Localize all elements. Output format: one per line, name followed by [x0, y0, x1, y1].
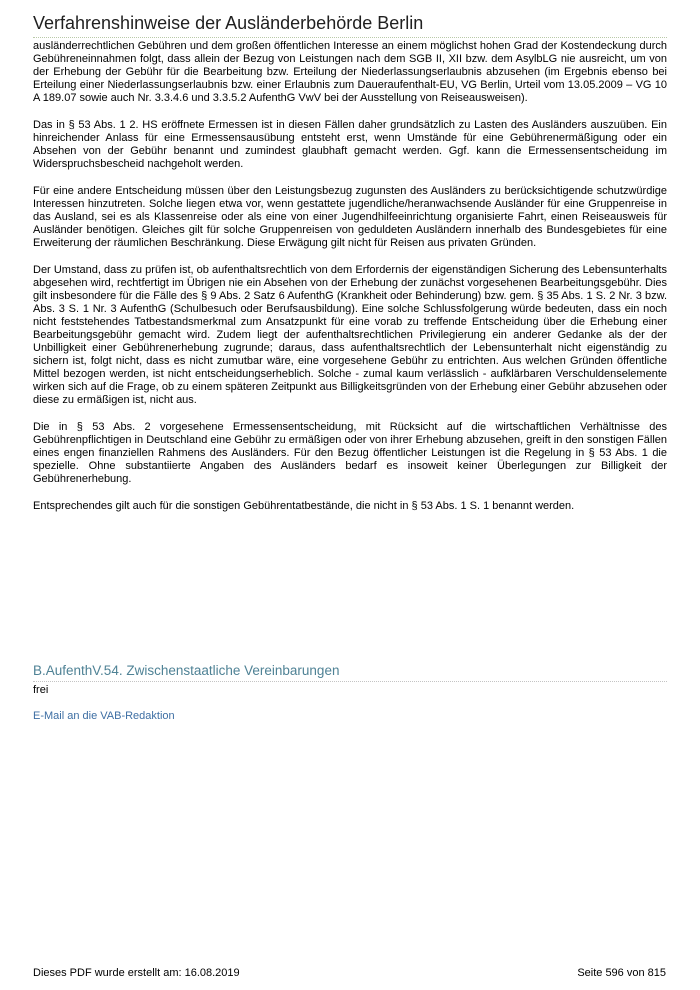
section-divider — [33, 681, 667, 682]
paragraph: Das in § 53 Abs. 1 2. HS eröffnete Ermessen ist in diesen Fällen daher grundsätzlich zu Lasten des Ausländers auszuüben. Ein hinreichender Anlass für eine Ermessensausübung entsteht erst, wenn Umstände für eine Gebührenermäßigung oder ein Absehen von der Gebühr benannt und zumindest glaubhaft gemacht werden. Ggf. kann die Ermessensentscheidung im Widerspruchsbescheid nachgeholt werden. — [33, 119, 667, 170]
email-editorial-link[interactable]: E-Mail an die VAB-Redaktion — [33, 710, 175, 722]
footer-created-date: Dieses PDF wurde erstellt am: 16.08.2019 — [33, 967, 240, 979]
section-heading: B.AufenthV.54. Zwischenstaatliche Vereinbarungen — [33, 663, 340, 678]
footer-page-number: Seite 596 von 815 — [577, 967, 666, 979]
page-title: Verfahrenshinweise der Ausländerbehörde Berlin — [33, 13, 424, 33]
title-divider — [33, 37, 667, 38]
paragraph: Für eine andere Entscheidung müssen über den Leistungsbezug zugunsten des Ausländers zu berücksichtigende schutzwürdige Interessen hinzutreten. Solche liegen etwa vor, wenn gestattete jugendliche/heranwachsende Ausländer für eine Gruppenreise in das Ausland, sei es als Klassenreise oder als eine von einer Jugendhilfeeinrichtung organisierte Fahrt, einen Reiseausweis für Ausländer benötigen. Gleiches gilt für solche Gruppenreisen von geduldeten Ausländern innerhalb des Bundesgebietes für eine Erweiterung der räumlichen Beschränkung. Diese Erwägung gilt nicht für Reisen aus privaten Gründen. — [33, 185, 667, 249]
paragraph: Der Umstand, dass zu prüfen ist, ob aufenthaltsrechtlich von dem Erfordernis der eigenständigen Sicherung des Lebensunterhalts abgesehen wird, rechtfertigt im Übrigen nie ein Absehen von der Erhebung der zunächst vorgesehenen Bearbeitungsgebühr. Dies gilt insbesondere für die Fälle des § 9 Abs. 2 Satz 6 AufenthG (Krankheit oder Behinderung) bzw. gem. § 35 Abs. 1 S. 2 Nr. 3 bzw. Abs. 3 S. 1 Nr. 3 AufenthG (Schulbesuch oder Berufsausbildung). Eine solche Schlussfolgerung würde bedeuten, dass ein noch nicht feststehendes Tatbestandsmerkmal zum Ansatzpunkt für eine vorab zu treffende Entscheidung über die Erhebung einer Bearbeitungsgebühr gemacht wird. Zudem liegt der aufenthaltsrechtlichen Privilegierung ein anderer Gedanke als der der Unbilligkeit einer Gebührenerhebung zugrunde; daraus, dass aufenthaltsrechtlich der Lebensunterhalt nicht eigenständig zu sichern ist, folgt nicht, dass es nicht zumutbar wäre, eine vorgesehene Gebühr zu entrichten. Aus welchen Gründen öffentliche Mittel bezogen werden, ist nicht entscheidungserheblich. Solche - zumal kaum verlässlich - aufklärbaren Verschuldenselemente wirken sich auf die Frage, ob zu einem späteren Zeitpunkt aus Billigkeitsgründen von der Erhebung einer Gebühr abzusehen oder diese zu ermäßigen ist, nicht aus. — [33, 264, 667, 406]
paragraph: Die in § 53 Abs. 2 vorgesehene Ermessensentscheidung, mit Rücksicht auf die wirtschaftlichen Verhältnisse des Gebührenpflichtigen in Deutschland eine Gebühr zu ermäßigen oder von ihrer Erhebung abzusehen, greift in den sonstigen Fällen eines engen finanziellen Rahmens des Ausländers. Für den Bezug öffentlicher Leistungen ist die Regelung in § 53 Abs. 1 die speziellе. Ohne substantiierte Angaben des Ausländers bedarf es insoweit keiner Überlegungen zur Billigkeit der Gebührenerhebung. — [33, 421, 667, 485]
document-body — [33, 40, 667, 527]
paragraph: ausländerrechtlichen Gebühren und dem großen öffentlichen Interesse an einem möglichst hohen Grad der Kostendeckung durch Gebühreneinnahmen folgt, dass allein der Bezug von Leistungen nach dem SGB II, XII bzw. dem AsylbLG nie ausreicht, um von der Erhebung der Gebühr für die Bearbeitung bzw. Erteilung der Niederlassungserlaubnis abzusehen (im Ergebnis ebenso bei Erteilung einer Niederlassungserlaubnis bzw. einer Erlaubnis zum Daueraufenthalt-EU, VG Berlin, Urteil vom 13.05.2009 – VG 10 A 189.07 sowie auch Nr. 3.3.4.6 und 3.3.5.2 AufenthG VwV bei der Ausstellung von Reiseausweisen). — [33, 40, 667, 104]
section-text: frei — [33, 684, 49, 696]
paragraph: Entsprechendes gilt auch für die sonstigen Gebührentatbestände, die nicht in § 53 Abs. 1 S. 1 benannt werden. — [33, 500, 575, 512]
